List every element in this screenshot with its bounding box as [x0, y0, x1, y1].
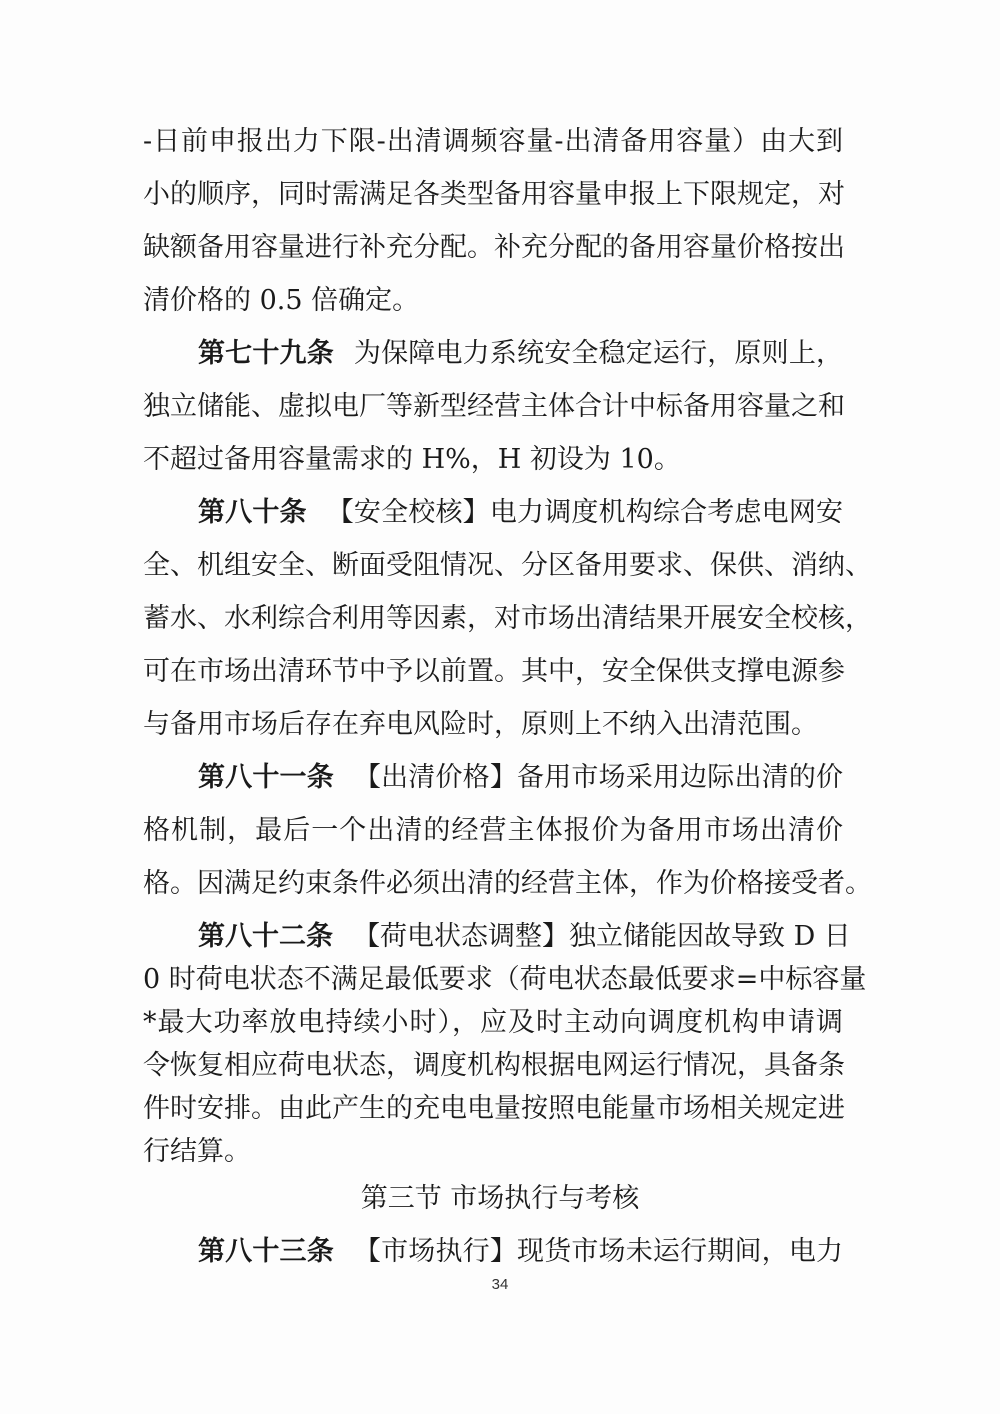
- paragraph-line: 件时安排。由此产生的充电电量按照电能量市场相关规定进: [143, 1093, 845, 1124]
- article-82-first-line: [198, 919, 851, 955]
- article-81-text: 【出清价格】备用市场采用边际出清的价: [353, 762, 844, 793]
- paragraph-line: 蓄水、水利综合利用等因素，对市场出清结果开展安全校核，: [143, 603, 872, 634]
- paragraph-line: 不超过备用容量需求的 H%，H 初设为 10。: [143, 444, 681, 475]
- paragraph-line: 格机制，最后一个出清的经营主体报价为备用市场出清价: [143, 815, 843, 846]
- article-79-text: 为保障电力系统安全稳定运行，原则上，: [353, 338, 844, 369]
- paragraph-line: 令恢复相应荷电状态，调度机构根据电网运行情况，具备条: [143, 1050, 845, 1081]
- paragraph-line: 独立储能、虚拟电厂等新型经营主体合计中标备用容量之和: [143, 391, 845, 422]
- section-heading: 第三节 市场执行与考核: [360, 1183, 640, 1214]
- paragraph-line: *最大功率放电持续小时），应及时主动向调度机构申请调: [143, 1007, 843, 1038]
- article-83-first-line: [198, 1234, 843, 1270]
- paragraph-line: 缺额备用容量进行补充分配。补充分配的备用容量价格按出: [143, 232, 845, 263]
- paragraph-line: 清价格的 0.5 倍确定。: [143, 285, 420, 316]
- page-number: 34: [491, 1276, 509, 1293]
- article-81-title: 第八十一条: [198, 762, 334, 793]
- paragraph-line: -日前申报出力下限-出清调频容量-出清备用容量）由大到: [143, 126, 843, 157]
- paragraph-line: 全、机组安全、断面受阻情况、分区备用要求、保供、消纳、: [143, 550, 872, 581]
- article-83-text: 【市场执行】现货市场未运行期间，电力: [353, 1236, 844, 1267]
- paragraph-line: 与备用市场后存在弃电风险时，原则上不纳入出清范围。: [143, 709, 818, 740]
- article-80-first-line: [198, 495, 843, 531]
- paragraph-line: 小的顺序，同时需满足各类型备用容量申报上下限规定，对: [143, 179, 845, 210]
- article-81-first-line: [198, 760, 843, 796]
- article-80-title: 第八十条: [198, 497, 307, 528]
- article-79-first-line: [198, 336, 843, 372]
- article-82-text: 【荷电状态调整】独立储能因故导致 D 日: [353, 921, 851, 952]
- paragraph-line: 0 时荷电状态不满足最低要求（荷电状态最低要求=中标容量: [143, 964, 867, 995]
- article-79-title: 第七十九条: [198, 338, 334, 369]
- paragraph-line: 可在市场出清环节中予以前置。其中，安全保供支撑电源参: [143, 656, 845, 687]
- article-82-title: 第八十二条: [198, 921, 333, 952]
- article-80-text: 【安全校核】电力调度机构综合考虑电网安: [326, 497, 844, 528]
- paragraph-line: 行结算。: [143, 1136, 251, 1167]
- paragraph-line: 格。因满足约束条件必须出清的经营主体，作为价格接受者。: [143, 868, 872, 899]
- article-83-title: 第八十三条: [198, 1236, 334, 1267]
